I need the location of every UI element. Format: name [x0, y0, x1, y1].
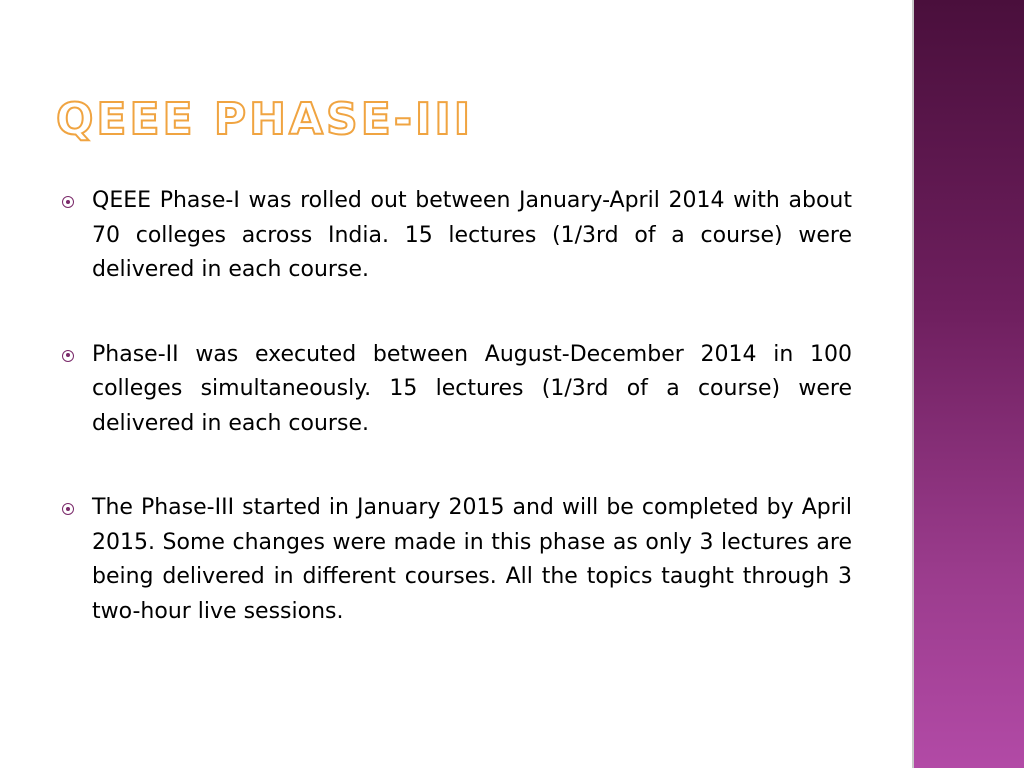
circled-dot-icon [62, 350, 74, 362]
bullet-item [56, 491, 852, 629]
circled-dot-icon [62, 196, 74, 208]
bullet-text: Phase-II was executed between August-December 2014 in 100 colleges simultaneously. 15 lectures (1/3rd of a course) were delivered in each course. [92, 341, 852, 436]
bullet-item [56, 338, 852, 442]
circled-dot-icon [62, 503, 74, 515]
bullet-list [56, 184, 852, 679]
bullet-text: The Phase-III started in January 2015 and will be completed by April 2015. Some changes were made in this phase as only 3 lectures are being delivered in different courses. All the topics taught through 3 two-hour live sessions. [92, 495, 852, 624]
bullet-text: QEEE Phase-I was rolled out between January-April 2014 with about 70 colleges across India. 15 lectures (1/3rd of a course) were delivered in each course. [92, 188, 852, 282]
bullet-item [56, 184, 852, 288]
decorative-sidebar [912, 0, 1024, 768]
slide-title: QEEE PHASE-III [56, 94, 474, 145]
